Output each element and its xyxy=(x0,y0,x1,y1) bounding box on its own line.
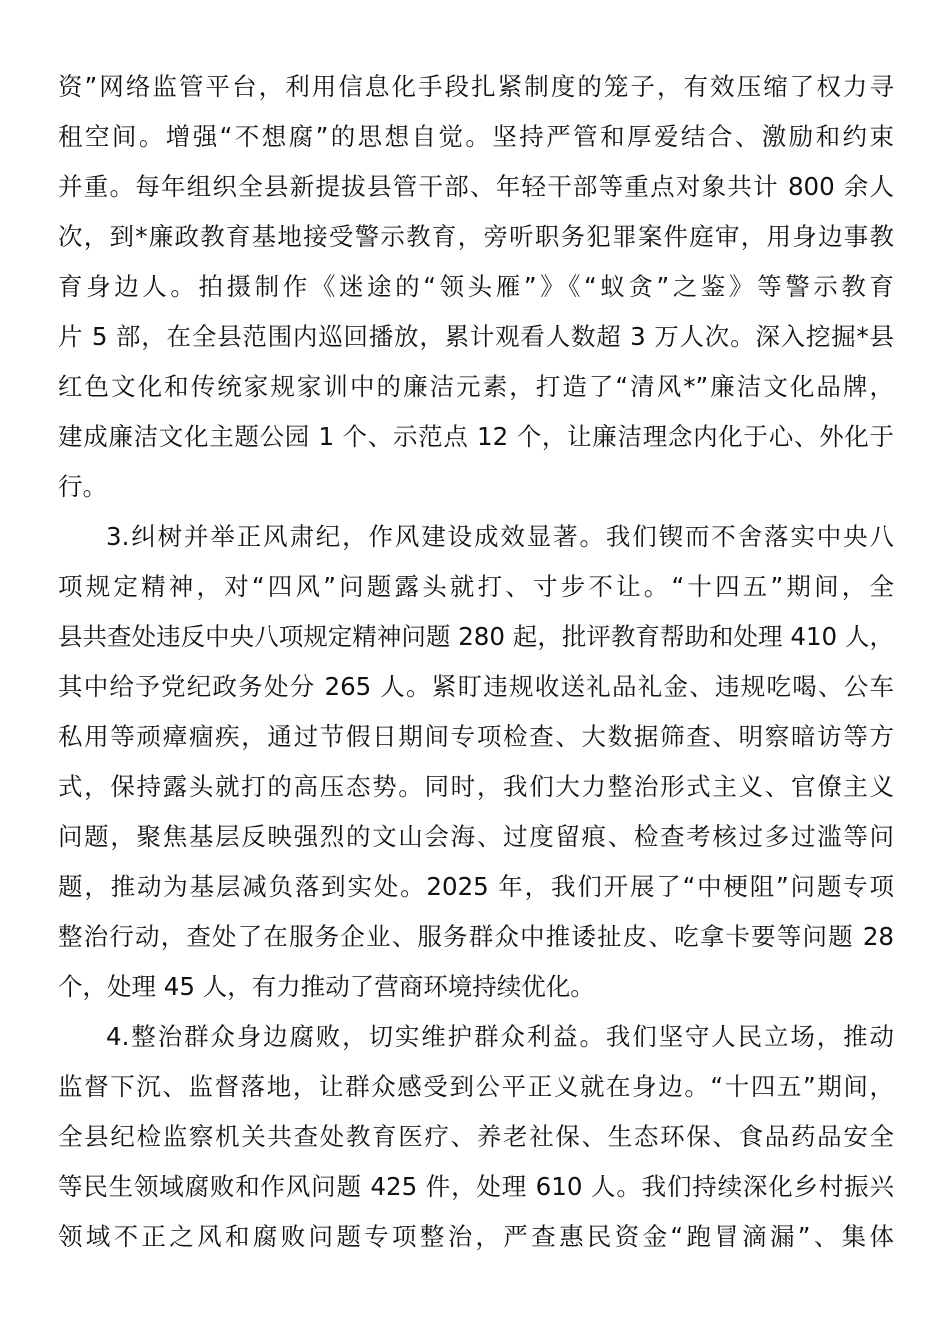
text-line: 监督下沉、监督落地，让群众感受到公平正义就在身边。“十四五”期间， xyxy=(58,1072,894,1101)
paragraph-3-first-line: 3.纠树并举正风肃纪，作风建设成效显著。我们锲而不舍落实中央八 xyxy=(106,522,894,551)
text-line: 领域不正之风和腐败问题专项整治，严查惠民资金“跑冒滴漏”、集体 xyxy=(58,1222,894,1251)
text-line: 资”网络监管平台，利用信息化手段扎紧制度的笼子，有效压缩了权力寻 xyxy=(58,72,894,101)
text-line: 片 5 部，在全县范围内巡回播放，累计观看人数超 3 万人次。深入挖掘*县 xyxy=(58,322,894,351)
text-line: 红色文化和传统家规家训中的廉洁元素，打造了“清风*”廉洁文化品牌， xyxy=(58,372,894,401)
text-line: 个，处理 45 人，有力推动了营商环境持续优化。 xyxy=(58,972,595,1001)
text-line: 整治行动，查处了在服务企业、服务群众中推诿扯皮、吃拿卡要等问题 28 xyxy=(58,922,894,951)
text-line: 全县纪检监察机关共查处教育医疗、养老社保、生态环保、食品药品安全 xyxy=(58,1122,894,1151)
text-line: 育身边人。拍摄制作《迷途的“领头雁”》《“蚁贪”之鉴》等警示教育 xyxy=(58,272,894,301)
paragraph-4-first-line: 4.整治群众身边腐败，切实维护群众利益。我们坚守人民立场，推动 xyxy=(106,1022,894,1051)
text-line: 建成廉洁文化主题公园 1 个、示范点 12 个，让廉洁理念内化于心、外化于 xyxy=(58,422,894,451)
text-line: 题，推动为基层减负落到实处。2025 年，我们开展了“中梗阻”问题专项 xyxy=(58,872,894,901)
text-line: 次，到*廉政教育基地接受警示教育，旁听职务犯罪案件庭审，用身边事教 xyxy=(58,222,894,251)
text-line: 项规定精神，对“四风”问题露头就打、寸步不让。“十四五”期间，全 xyxy=(58,572,894,601)
text-line: 租空间。增强“不想腐”的思想自觉。坚持严管和厚爱结合、激励和约束 xyxy=(58,122,894,151)
text-line: 等民生领域腐败和作风问题 425 件，处理 610 人。我们持续深化乡村振兴 xyxy=(58,1172,894,1201)
text-line: 私用等顽瘴痼疾，通过节假日期间专项检查、大数据筛查、明察暗访等方 xyxy=(58,722,894,751)
text-line: 其中给予党纪政务处分 265 人。紧盯违规收送礼品礼金、违规吃喝、公车 xyxy=(58,672,894,701)
text-line: 式，保持露头就打的高压态势。同时，我们大力整治形式主义、官僚主义 xyxy=(58,772,894,801)
text-line: 行。 xyxy=(58,472,107,501)
text-line: 问题，聚焦基层反映强烈的文山会海、过度留痕、检查考核过多过滥等问 xyxy=(58,822,894,851)
text-line: 县共查处违反中央八项规定精神问题 280 起，批评教育帮助和处理 410 人， xyxy=(58,622,894,651)
text-line: 并重。每年组织全县新提拔县管干部、年轻干部等重点对象共计 800 余人 xyxy=(58,172,894,201)
